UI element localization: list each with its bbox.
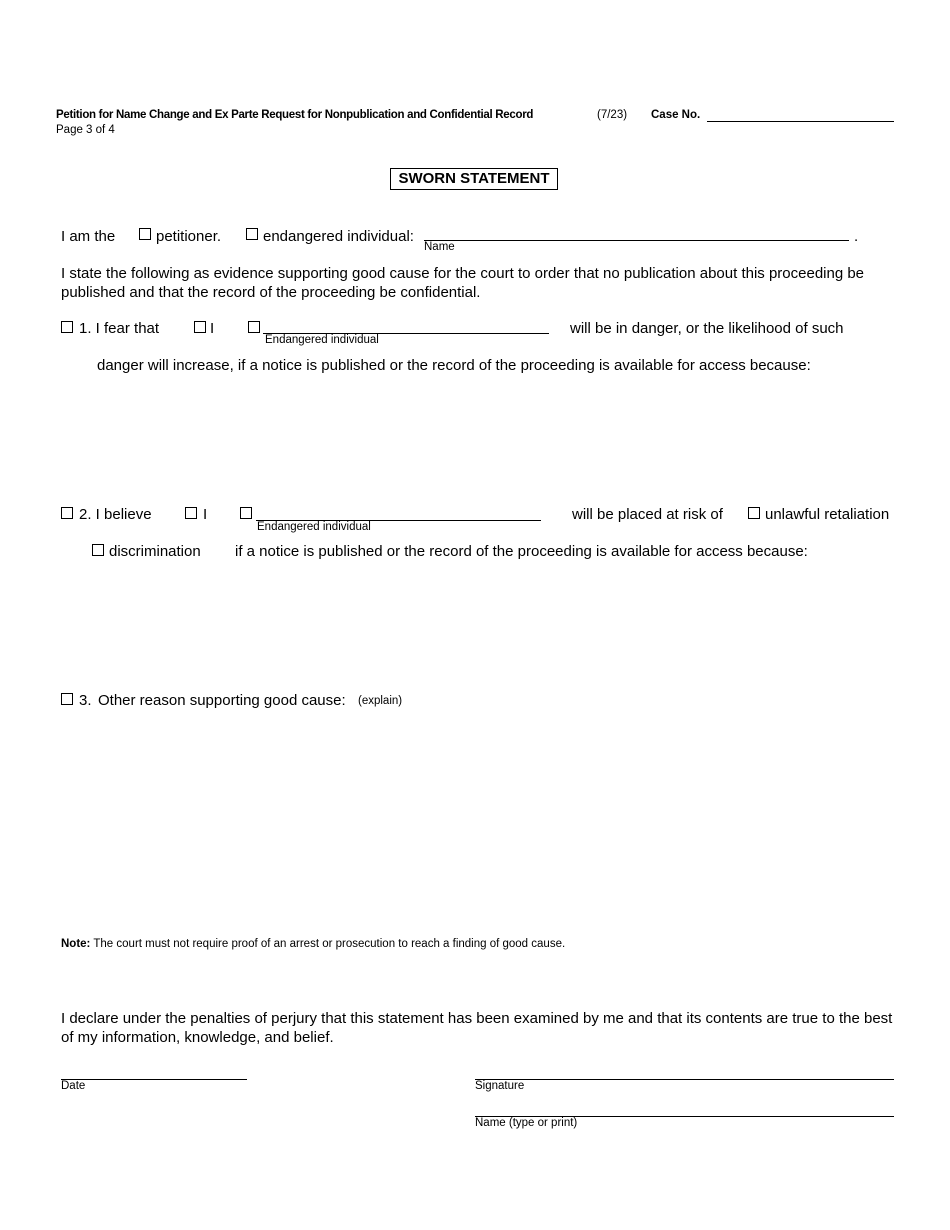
discrimination-label: discrimination — [109, 543, 201, 560]
item1-endangered-checkbox[interactable] — [248, 321, 260, 333]
page-number: Page 3 of 4 — [56, 124, 115, 136]
unlawful-retaliation-checkbox[interactable] — [748, 507, 760, 519]
item2-after: will be placed at risk of — [572, 506, 723, 523]
endangered-individual-checkbox[interactable] — [246, 228, 258, 240]
case-number-label: Case No. — [651, 109, 701, 121]
item1-after: will be in danger, or the likelihood of such — [570, 320, 844, 337]
item2-explanation-area[interactable] — [97, 572, 894, 672]
form-revision: (7/23) — [597, 109, 628, 121]
endangered-individual-label: endangered individual: — [263, 228, 414, 245]
item1-label: 1. I fear that — [79, 320, 160, 337]
signature-field[interactable] — [475, 1079, 894, 1080]
note — [61, 938, 565, 950]
discrimination-checkbox[interactable] — [92, 544, 104, 556]
case-number-field[interactable] — [707, 121, 894, 122]
item2-continuation: if a notice is published or the record of the proceeding is available for access because: — [235, 543, 808, 560]
item2-i-checkbox[interactable] — [185, 507, 197, 519]
note-label: Note: — [61, 938, 91, 950]
petitioner-label: petitioner. — [156, 228, 222, 245]
form-title: Petition for Name Change and Ex Parte Request for Nonpublication and Confidential Record — [56, 109, 534, 121]
signature-label: Signature — [475, 1080, 525, 1092]
iam-lead: I am the — [61, 228, 116, 245]
item1-checkbox[interactable] — [61, 321, 73, 333]
item3-label: Other reason supporting good cause: — [98, 692, 346, 709]
item2-label: 2. I believe — [79, 506, 152, 523]
item2-checkbox[interactable] — [61, 507, 73, 519]
intro-statement: I state the following as evidence supporting good cause for the court to order that no publication about this proceeding be published and that the record of the proceeding be confidential. — [61, 265, 865, 301]
item2-caption: Endangered individual — [257, 521, 371, 533]
note-text: The court must not require proof of an arrest or prosecution to reach a finding of good cause. — [93, 938, 566, 950]
item1-explanation-area[interactable] — [97, 385, 894, 485]
item1-caption: Endangered individual — [265, 334, 379, 346]
petitioner-checkbox[interactable] — [139, 228, 151, 240]
endangered-name-field[interactable] — [424, 240, 849, 241]
item3-number: 3. — [79, 692, 92, 709]
item3-checkbox[interactable] — [61, 693, 73, 705]
iam-period: . — [854, 228, 859, 245]
item2-i-label: I — [203, 506, 208, 523]
name-caption: Name — [424, 241, 455, 253]
date-field[interactable] — [61, 1079, 247, 1080]
item3-hint: (explain) — [358, 695, 403, 707]
unlawful-retaliation-label: unlawful retaliation — [765, 506, 890, 523]
item1-i-label: I — [210, 320, 215, 337]
printed-name-label: Name (type or print) — [475, 1117, 578, 1129]
date-label: Date — [61, 1080, 86, 1092]
item2-endangered-checkbox[interactable] — [240, 507, 252, 519]
page-title: SWORN STATEMENT — [390, 168, 558, 190]
item1-i-checkbox[interactable] — [194, 321, 206, 333]
item1-continuation: danger will increase, if a notice is published or the record of the proceeding is available for access because: — [97, 357, 811, 374]
item3-explanation-area[interactable] — [97, 720, 894, 910]
declaration: I declare under the penalties of perjury that this statement has been examined by me and that its contents are true to the best of my information, knowledge, and belief. — [61, 1010, 893, 1046]
